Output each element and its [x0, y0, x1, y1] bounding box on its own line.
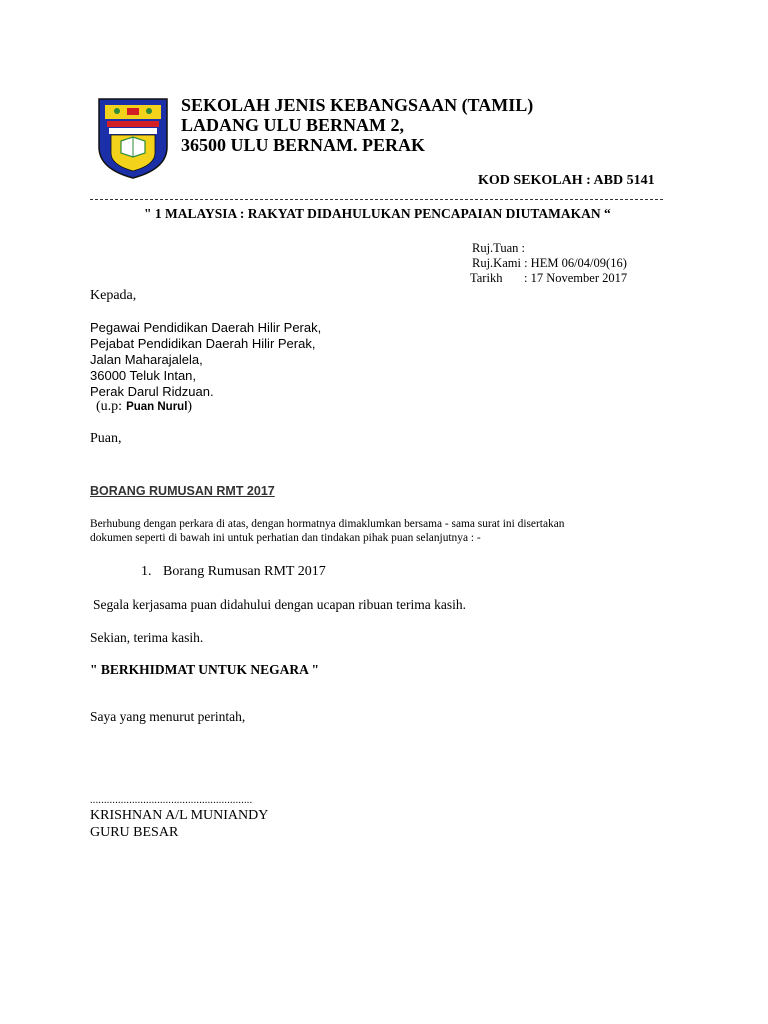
closing: Saya yang menurut perintah, [90, 709, 246, 724]
school-code: KOD SEKOLAH : ABD 5141 [478, 173, 655, 188]
recipient-line: Perak Darul Ridzuan. [90, 384, 214, 399]
ref-ruj-tuan: Ruj.Tuan : [472, 241, 526, 255]
attention-name: Puan Nurul [126, 401, 188, 413]
attention-prefix: (u.p: [96, 399, 123, 414]
signature-line: .......................................................... [90, 795, 253, 806]
header-divider [90, 199, 663, 200]
list-number: 1. [141, 564, 152, 579]
signatory-name: KRISHNAN A/L MUNIANDY [90, 808, 269, 823]
paragraph-line: dokumen seperti di bawah ini untuk perhatian dan tindakan pihak puan selanjutnya : - [90, 532, 481, 544]
recipient-line: Jalan Maharajalela, [90, 352, 203, 367]
slogan: " 1 MALAYSIA : RAKYAT DIDAHULUKAN PENCAPAIAN DIUTAMAKAN “ [144, 206, 611, 221]
kepada: Kepada, [90, 288, 137, 303]
ref-ruj-kami: Ruj.Kami : HEM 06/04/09(16) [472, 256, 627, 270]
list-item: Borang Rumusan RMT 2017 [163, 564, 326, 579]
ref-tarikh-value: : 17 November 2017 [524, 271, 628, 285]
school-address-line1: LADANG ULU BERNAM 2, [181, 115, 405, 135]
recipient-line: Pegawai Pendidikan Daerah Hilir Perak, [90, 320, 322, 335]
paragraph: Sekian, terima kasih. [90, 630, 204, 645]
paragraph-line: Berhubung dengan perkara di atas, dengan hormatnya dimaklumkan bersama - sama surat ini disertakan [90, 518, 565, 530]
attention-suffix: ) [187, 399, 193, 414]
school-crest-icon [97, 97, 169, 180]
attention-line [96, 397, 192, 415]
school-address-line2: 36500 ULU BERNAM. PERAK [181, 135, 426, 155]
salutation: Puan, [90, 431, 122, 446]
motto: " BERKHIDMAT UNTUK NEGARA " [90, 662, 320, 677]
ref-tarikh-label: Tarikh [470, 271, 503, 285]
signatory-title: GURU BESAR [90, 825, 179, 840]
recipient-line: Pejabat Pendidikan Daerah Hilir Perak, [90, 336, 316, 351]
subject: BORANG RUMUSAN RMT 2017 [90, 484, 275, 498]
paragraph: Segala kerjasama puan didahului dengan ucapan ribuan terima kasih. [93, 597, 466, 612]
school-name: SEKOLAH JENIS KEBANGSAAN (TAMIL) [181, 95, 534, 115]
recipient-line: 36000 Teluk Intan, [90, 368, 197, 383]
